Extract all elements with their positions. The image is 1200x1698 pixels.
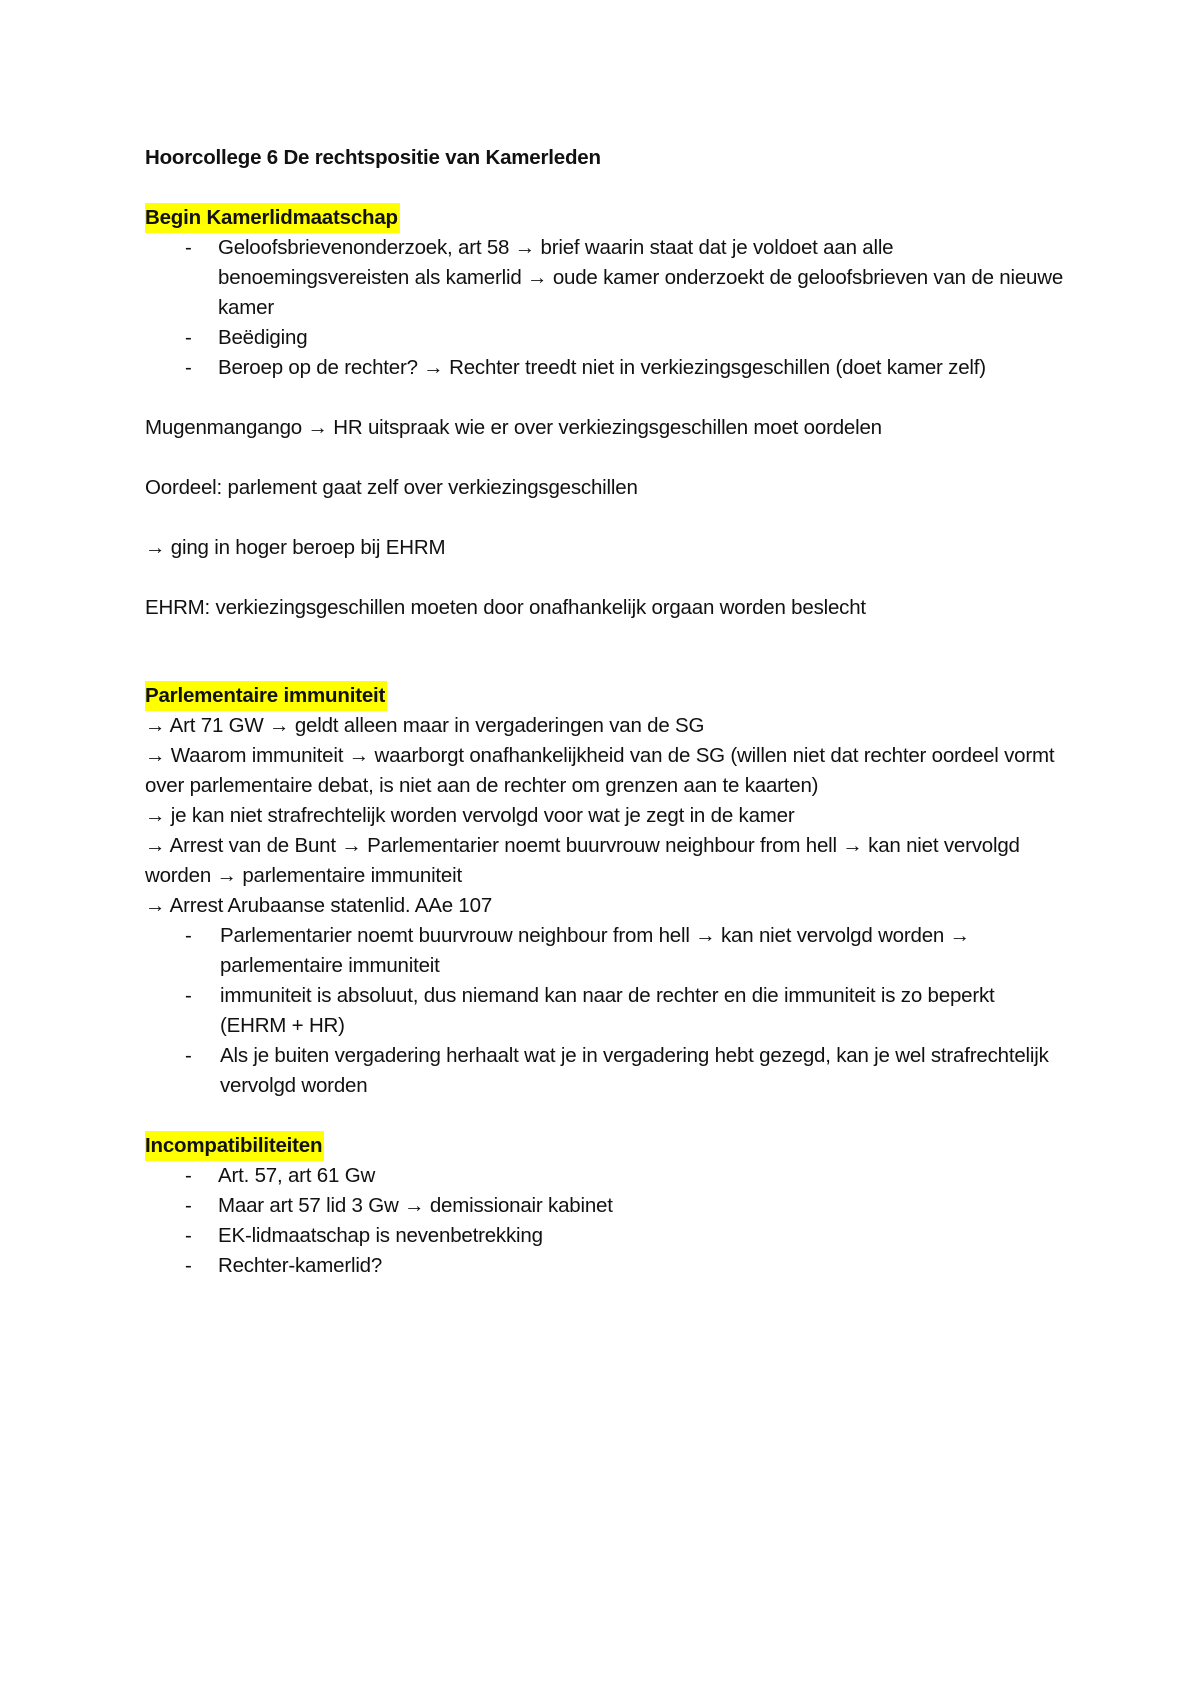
list-item — [145, 1251, 1065, 1281]
document-page — [145, 143, 1065, 1281]
list-item-text: Maar art 57 lid 3 Gw → demissionair kabinet — [218, 1194, 613, 1217]
list-item-text: Beëdiging — [218, 326, 308, 349]
bullet-list — [145, 233, 1065, 383]
list-item-text: immuniteit is absoluut, dus niemand kan naar de rechter en die immuniteit is zo beperkt (EHRM + HR) — [220, 984, 995, 1037]
paragraph: → Art 71 GW → geldt alleen maar in vergaderingen van de SG — [145, 714, 705, 737]
paragraph: Mugenmangango → HR uitspraak wie er over verkiezingsgeschillen moet oordelen — [145, 416, 882, 439]
paragraph: EHRM: verkiezingsgeschillen moeten door onafhankelijk orgaan worden beslecht — [145, 596, 866, 619]
list-item — [145, 981, 1065, 1041]
paragraph: → Arrest Arubaanse statenlid. AAe 107 — [145, 894, 493, 917]
list-item-text: Art. 57, art 61 Gw — [218, 1164, 376, 1187]
section-heading: Incompatibiliteiten — [145, 1131, 324, 1161]
list-item — [145, 233, 1065, 323]
section-heading: Begin Kamerlidmaatschap — [145, 203, 400, 233]
list-item-text: Geloofsbrievenonderzoek, art 58 → brief waarin staat dat je voldoet aan alle benoemingsvereisten als kamerlid → oude kamer onderzoekt de geloofsbrieven van de nieuwe kamer — [218, 236, 1064, 319]
list-item-text: Parlementarier noemt buurvrouw neighbour from hell → kan niet vervolgd worden → parlementaire immuniteit — [220, 924, 970, 977]
paragraph: → je kan niet strafrechtelijk worden vervolgd voor wat je zegt in de kamer — [145, 804, 795, 827]
dash-marker: - — [185, 1044, 192, 1067]
section-incompatibiliteiten — [145, 1131, 1065, 1281]
list-item — [145, 1041, 1065, 1101]
list-item-text: Als je buiten vergadering herhaalt wat je in vergadering hebt gezegd, kan je wel strafrechtelijk vervolgd worden — [220, 1044, 1049, 1097]
bullet-list — [145, 1161, 1065, 1281]
list-item-text: EK-lidmaatschap is nevenbetrekking — [218, 1224, 543, 1247]
dash-marker: - — [185, 1164, 192, 1187]
paragraph: → ging in hoger beroep bij EHRM — [145, 536, 446, 559]
list-item — [145, 1161, 1065, 1191]
list-item — [145, 1221, 1065, 1251]
section-heading: Parlementaire immuniteit — [145, 681, 387, 711]
dash-marker: - — [185, 924, 192, 947]
dash-marker: - — [185, 1224, 192, 1247]
dash-marker: - — [185, 1254, 192, 1277]
list-item-text: Beroep op de rechter? → Rechter treedt niet in verkiezingsgeschillen (doet kamer zelf) — [218, 356, 986, 379]
list-item-text: Rechter-kamerlid? — [218, 1254, 383, 1277]
dash-marker: - — [185, 356, 192, 379]
paragraph: → Waarom immuniteit → waarborgt onafhankelijkheid van de SG (willen niet dat rechter oordeel vormt over parlementaire debat, is niet aan de rechter om grenzen aan te kaarten) — [145, 744, 1055, 797]
list-item — [145, 1191, 1065, 1221]
dash-marker: - — [185, 236, 192, 259]
bullet-list — [145, 921, 1065, 1101]
paragraph: → Arrest van de Bunt → Parlementarier noemt buurvrouw neighbour from hell → kan niet vervolgd worden → parlementaire immuniteit — [145, 834, 1020, 887]
section-begin-kamerlidmaatschap — [145, 203, 1065, 623]
document-title: Hoorcollege 6 De rechtspositie van Kamerleden — [145, 146, 601, 169]
list-item — [145, 353, 1065, 383]
dash-marker: - — [185, 326, 192, 349]
section-parlementaire-immuniteit — [145, 681, 1065, 1101]
dash-marker: - — [185, 1194, 192, 1217]
paragraph: Oordeel: parlement gaat zelf over verkiezingsgeschillen — [145, 476, 638, 499]
list-item — [145, 323, 1065, 353]
list-item — [145, 921, 1065, 981]
dash-marker: - — [185, 984, 192, 1007]
